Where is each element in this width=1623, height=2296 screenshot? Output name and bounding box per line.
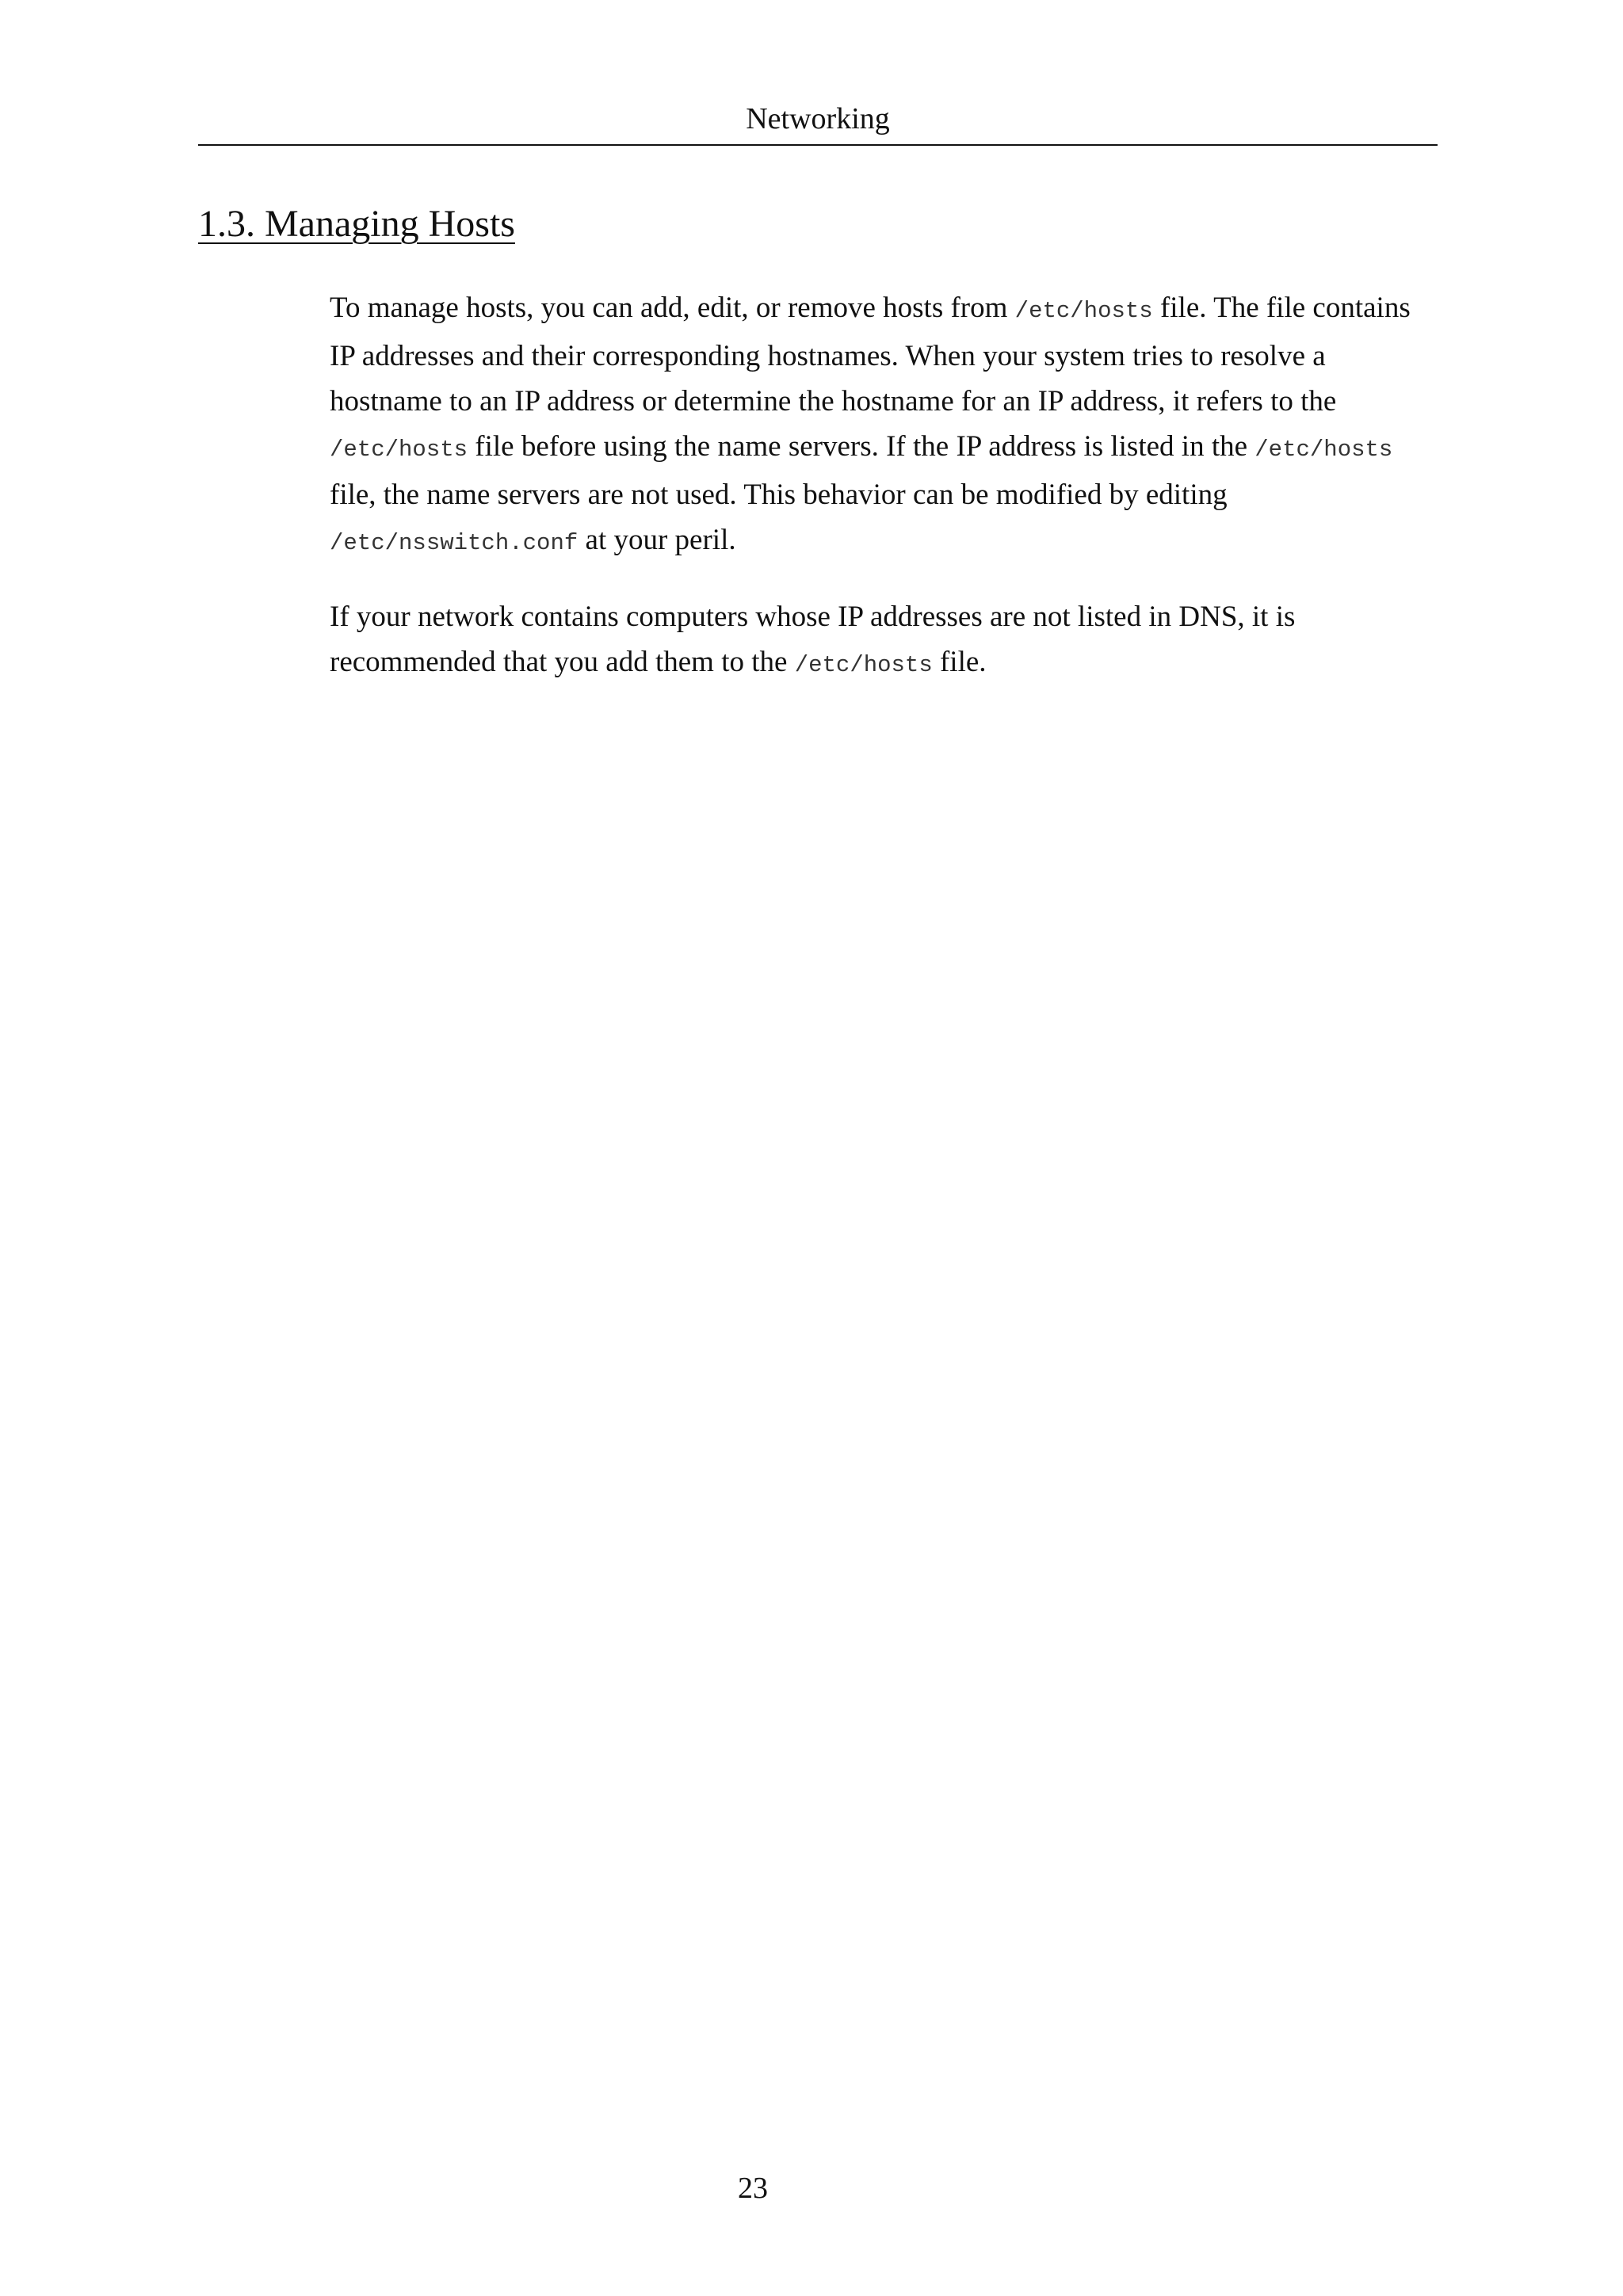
body-text: [330, 285, 1439, 716]
code-path-nsswitch-conf: /etc/nsswitch.conf: [330, 530, 579, 556]
section-title: 1.3. Managing Hosts: [198, 203, 515, 245]
text-run: To manage hosts, you can add, edit, or remove hosts from: [330, 292, 1015, 324]
text-run: file, the name servers are not used. This behavior can be modified by editing: [330, 479, 1228, 511]
page-number: 23: [738, 2172, 768, 2205]
code-path-etc-hosts: /etc/hosts: [1014, 298, 1153, 324]
running-header: Networking: [746, 102, 890, 135]
code-path-etc-hosts: /etc/hosts: [794, 652, 933, 678]
code-path-etc-hosts: /etc/hosts: [330, 437, 468, 463]
text-run: file.: [932, 646, 987, 678]
text-run: file. The file contains IP addresses and their corresponding hostnames. When your system tries to resolve a hostname to an IP address or determine the hostname for an IP address, it refers to the: [330, 292, 1411, 418]
text-run: at your peril.: [578, 524, 736, 556]
paragraph-dns-recommendation: [330, 594, 1439, 688]
text-run: file before using the name servers. If the IP address is listed in the: [468, 430, 1255, 463]
header-rule: [198, 144, 1438, 146]
paragraph-hosts-file: [330, 285, 1439, 566]
code-path-etc-hosts: /etc/hosts: [1254, 437, 1393, 463]
text-run: If your network contains computers whose IP addresses are not listed in DNS, it is recommended that you add them to the: [330, 601, 1296, 678]
